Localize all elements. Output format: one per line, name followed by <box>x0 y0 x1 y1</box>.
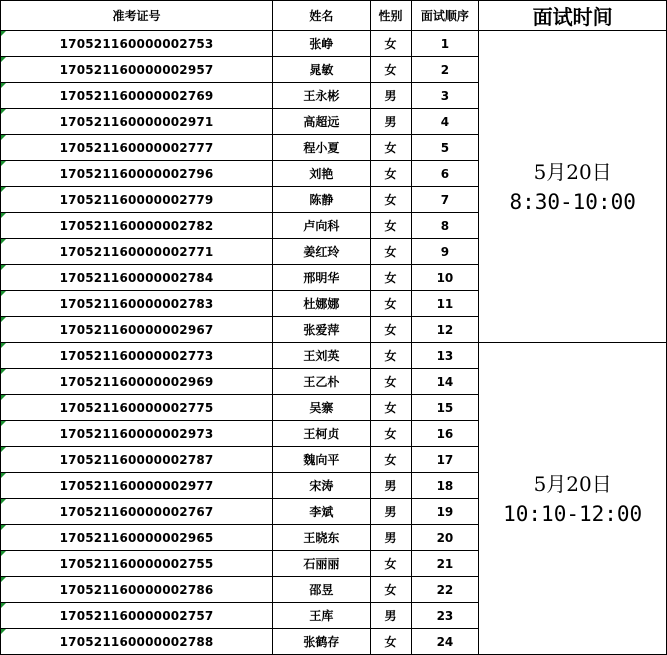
order-cell: 1 <box>411 31 479 57</box>
order-cell: 11 <box>411 291 479 317</box>
exam-id-cell: 170521160000002967 <box>1 317 273 343</box>
order-cell: 14 <box>411 369 479 395</box>
gender-cell: 男 <box>370 499 411 525</box>
gender-cell: 女 <box>370 343 411 369</box>
order-cell: 24 <box>411 629 479 655</box>
exam-id-cell: 170521160000002973 <box>1 421 273 447</box>
order-cell: 4 <box>411 109 479 135</box>
header-exam-id: 准考证号 <box>1 1 273 31</box>
gender-cell: 女 <box>370 369 411 395</box>
exam-id-cell: 170521160000002773 <box>1 343 273 369</box>
gender-cell: 女 <box>370 551 411 577</box>
name-cell: 邢明华 <box>273 265 371 291</box>
header-gender: 性别 <box>370 1 411 31</box>
order-cell: 6 <box>411 161 479 187</box>
gender-cell: 男 <box>370 603 411 629</box>
order-cell: 7 <box>411 187 479 213</box>
name-cell: 邵昱 <box>273 577 371 603</box>
table-row <box>1 31 667 57</box>
session-date: 5月20日 <box>533 159 612 184</box>
gender-cell: 男 <box>370 525 411 551</box>
name-cell: 王永彬 <box>273 83 371 109</box>
name-cell: 王乙朴 <box>273 369 371 395</box>
exam-id-cell: 170521160000002965 <box>1 525 273 551</box>
gender-cell: 女 <box>370 31 411 57</box>
gender-cell: 女 <box>370 447 411 473</box>
name-cell: 李斌 <box>273 499 371 525</box>
gender-cell: 女 <box>370 395 411 421</box>
name-cell: 张爱萍 <box>273 317 371 343</box>
session-time-cell <box>479 31 667 343</box>
exam-id-cell: 170521160000002796 <box>1 161 273 187</box>
name-cell: 张鹤存 <box>273 629 371 655</box>
session-date: 5月20日 <box>533 471 612 496</box>
name-cell: 杜娜娜 <box>273 291 371 317</box>
gender-cell: 男 <box>370 109 411 135</box>
name-cell: 刘艳 <box>273 161 371 187</box>
order-cell: 3 <box>411 83 479 109</box>
order-cell: 17 <box>411 447 479 473</box>
exam-id-cell: 170521160000002786 <box>1 577 273 603</box>
order-cell: 23 <box>411 603 479 629</box>
name-cell: 姜红玲 <box>273 239 371 265</box>
name-cell: 晁敏 <box>273 57 371 83</box>
session-time-range: 10:10-12:00 <box>503 501 643 526</box>
exam-id-cell: 170521160000002755 <box>1 551 273 577</box>
gender-cell: 女 <box>370 161 411 187</box>
order-cell: 19 <box>411 499 479 525</box>
gender-cell: 女 <box>370 317 411 343</box>
table-row <box>1 343 667 369</box>
gender-cell: 女 <box>370 239 411 265</box>
gender-cell: 女 <box>370 265 411 291</box>
gender-cell: 女 <box>370 291 411 317</box>
order-cell: 13 <box>411 343 479 369</box>
header-name: 姓名 <box>273 1 371 31</box>
order-cell: 16 <box>411 421 479 447</box>
order-cell: 5 <box>411 135 479 161</box>
exam-id-cell: 170521160000002775 <box>1 395 273 421</box>
order-cell: 2 <box>411 57 479 83</box>
name-cell: 卢向科 <box>273 213 371 239</box>
order-cell: 22 <box>411 577 479 603</box>
exam-id-cell: 170521160000002788 <box>1 629 273 655</box>
exam-id-cell: 170521160000002771 <box>1 239 273 265</box>
exam-id-cell: 170521160000002957 <box>1 57 273 83</box>
exam-id-cell: 170521160000002757 <box>1 603 273 629</box>
gender-cell: 女 <box>370 421 411 447</box>
exam-id-cell: 170521160000002787 <box>1 447 273 473</box>
gender-cell: 男 <box>370 83 411 109</box>
header-row <box>1 1 667 31</box>
gender-cell: 女 <box>370 57 411 83</box>
exam-id-cell: 170521160000002784 <box>1 265 273 291</box>
session-time-cell <box>479 343 667 655</box>
order-cell: 12 <box>411 317 479 343</box>
name-cell: 王晓东 <box>273 525 371 551</box>
gender-cell: 女 <box>370 187 411 213</box>
gender-cell: 男 <box>370 473 411 499</box>
exam-id-cell: 170521160000002777 <box>1 135 273 161</box>
header-order: 面试顺序 <box>411 1 479 31</box>
name-cell: 宋涛 <box>273 473 371 499</box>
exam-id-cell: 170521160000002969 <box>1 369 273 395</box>
gender-cell: 女 <box>370 629 411 655</box>
exam-id-cell: 170521160000002779 <box>1 187 273 213</box>
order-cell: 18 <box>411 473 479 499</box>
order-cell: 10 <box>411 265 479 291</box>
exam-id-cell: 170521160000002767 <box>1 499 273 525</box>
name-cell: 王库 <box>273 603 371 629</box>
name-cell: 吴寨 <box>273 395 371 421</box>
exam-id-cell: 170521160000002782 <box>1 213 273 239</box>
exam-id-cell: 170521160000002971 <box>1 109 273 135</box>
order-cell: 8 <box>411 213 479 239</box>
name-cell: 陈静 <box>273 187 371 213</box>
exam-id-cell: 170521160000002753 <box>1 31 273 57</box>
gender-cell: 女 <box>370 577 411 603</box>
name-cell: 石丽丽 <box>273 551 371 577</box>
gender-cell: 女 <box>370 213 411 239</box>
name-cell: 张峥 <box>273 31 371 57</box>
session-time-range: 8:30-10:00 <box>509 189 636 214</box>
exam-id-cell: 170521160000002769 <box>1 83 273 109</box>
name-cell: 程小夏 <box>273 135 371 161</box>
gender-cell: 女 <box>370 135 411 161</box>
order-cell: 20 <box>411 525 479 551</box>
exam-id-cell: 170521160000002977 <box>1 473 273 499</box>
header-interview-time: 面试时间 <box>479 1 667 31</box>
name-cell: 王刘英 <box>273 343 371 369</box>
order-cell: 21 <box>411 551 479 577</box>
order-cell: 9 <box>411 239 479 265</box>
exam-id-cell: 170521160000002783 <box>1 291 273 317</box>
name-cell: 高超远 <box>273 109 371 135</box>
name-cell: 魏向平 <box>273 447 371 473</box>
order-cell: 15 <box>411 395 479 421</box>
name-cell: 王柯贞 <box>273 421 371 447</box>
